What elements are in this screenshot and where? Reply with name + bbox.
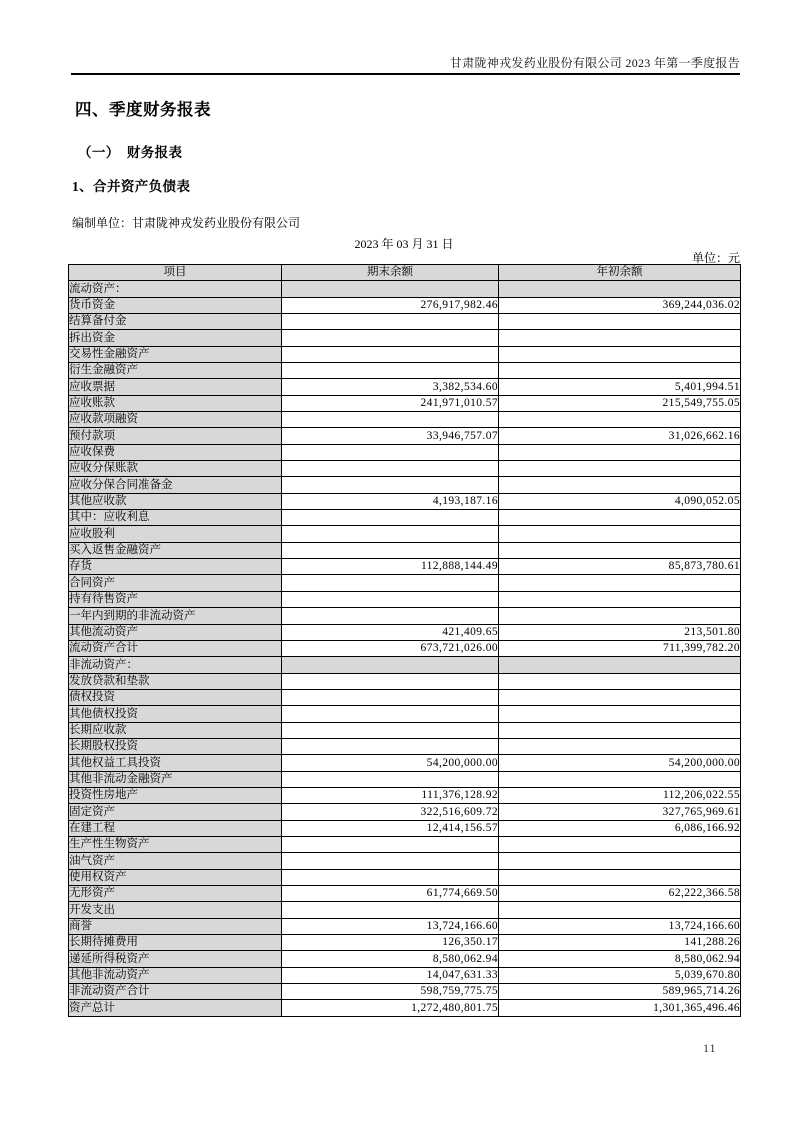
table-row xyxy=(69,510,741,526)
beginning-balance-value xyxy=(499,836,741,852)
beginning-balance-value xyxy=(499,542,741,558)
ending-balance-value xyxy=(282,657,499,673)
ending-balance-value xyxy=(282,526,499,542)
beginning-balance-value xyxy=(499,902,741,918)
table-row xyxy=(69,624,741,640)
beginning-balance-value: 31,026,662.16 xyxy=(499,428,741,444)
table-row xyxy=(69,526,741,542)
item-label: 非流动资产合计 xyxy=(69,984,282,1000)
item-label: 其他非流动金融资产 xyxy=(69,771,282,787)
ending-balance-value xyxy=(282,836,499,852)
ending-balance-value xyxy=(282,281,499,297)
table-row xyxy=(69,461,741,477)
beginning-balance-value xyxy=(499,869,741,885)
table-row xyxy=(69,559,741,575)
table-row xyxy=(69,869,741,885)
table-row xyxy=(69,313,741,329)
ending-balance-value xyxy=(282,706,499,722)
item-label: 拆出资金 xyxy=(69,330,282,346)
item-label: 结算备付金 xyxy=(69,313,282,329)
ending-balance-value: 276,917,982.46 xyxy=(282,297,499,313)
ending-balance-value xyxy=(282,608,499,624)
item-label: 在建工程 xyxy=(69,820,282,836)
beginning-balance-value xyxy=(499,330,741,346)
balance-sheet-body xyxy=(69,281,741,1017)
item-label: 开发支出 xyxy=(69,902,282,918)
beginning-balance-value: 589,965,714.26 xyxy=(499,984,741,1000)
item-label: 资产总计 xyxy=(69,1000,282,1017)
item-label: 使用权资产 xyxy=(69,869,282,885)
item-label: 交易性金融资产 xyxy=(69,346,282,362)
item-label: 其中：应收利息 xyxy=(69,510,282,526)
item-label: 其他债权投资 xyxy=(69,706,282,722)
item-label: 商誉 xyxy=(69,918,282,934)
table-row xyxy=(69,591,741,607)
item-label: 应收账款 xyxy=(69,395,282,411)
table-row xyxy=(69,493,741,509)
table-row xyxy=(69,689,741,705)
table-row xyxy=(69,771,741,787)
header-divider xyxy=(71,73,740,75)
beginning-balance-value: 4,090,052.05 xyxy=(499,493,741,509)
page-number: 11 xyxy=(703,1041,717,1055)
beginning-balance-value xyxy=(499,510,741,526)
ending-balance-value: 421,409.65 xyxy=(282,624,499,640)
ending-balance-value xyxy=(282,412,499,428)
beginning-balance-value xyxy=(499,412,741,428)
ending-balance-value xyxy=(282,575,499,591)
beginning-balance-value xyxy=(499,281,741,297)
section-title: 四、季度财务报表 xyxy=(75,100,211,119)
ending-balance-value xyxy=(282,902,499,918)
ending-balance-value: 241,971,010.57 xyxy=(282,395,499,411)
item-label: 流动资产合计 xyxy=(69,640,282,656)
item-label: 长期股权投资 xyxy=(69,738,282,754)
item-label: 应收票据 xyxy=(69,379,282,395)
item-label: 投资性房地产 xyxy=(69,787,282,803)
beginning-balance-value xyxy=(499,738,741,754)
table-row xyxy=(69,706,741,722)
beginning-balance-value: 1,301,365,496.46 xyxy=(499,1000,741,1017)
item-label: 其他应收款 xyxy=(69,493,282,509)
table-row xyxy=(69,363,741,379)
ending-balance-value xyxy=(282,869,499,885)
ending-balance-value: 8,580,062.94 xyxy=(282,951,499,967)
ending-balance-value xyxy=(282,330,499,346)
table-row xyxy=(69,755,741,771)
beginning-balance-value: 711,399,782.20 xyxy=(499,640,741,656)
ending-balance-value: 14,047,631.33 xyxy=(282,967,499,983)
beginning-balance-value xyxy=(499,461,741,477)
statement-title: 1、合并资产负债表 xyxy=(72,179,191,194)
beginning-balance-value xyxy=(499,526,741,542)
unit-label: 单位：元 xyxy=(691,251,740,265)
ending-balance-value: 598,759,775.75 xyxy=(282,984,499,1000)
item-label: 生产性生物资产 xyxy=(69,836,282,852)
beginning-balance-value xyxy=(499,313,741,329)
table-row xyxy=(69,575,741,591)
beginning-balance-value: 6,086,166.92 xyxy=(499,820,741,836)
ending-balance-value xyxy=(282,853,499,869)
beginning-balance-value xyxy=(499,657,741,673)
table-row xyxy=(69,657,741,673)
table-header-row xyxy=(69,265,741,281)
ending-balance-value xyxy=(282,738,499,754)
table-row xyxy=(69,853,741,869)
item-label: 油气资产 xyxy=(69,853,282,869)
ending-balance-value xyxy=(282,510,499,526)
table-row xyxy=(69,935,741,951)
item-label: 递延所得税资产 xyxy=(69,951,282,967)
table-row xyxy=(69,902,741,918)
table-header xyxy=(69,265,741,281)
table-row xyxy=(69,542,741,558)
table-row xyxy=(69,330,741,346)
beginning-balance-value xyxy=(499,608,741,624)
beginning-balance-value xyxy=(499,363,741,379)
beginning-balance-value: 327,765,969.61 xyxy=(499,804,741,820)
item-label: 固定资产 xyxy=(69,804,282,820)
item-label: 其他流动资产 xyxy=(69,624,282,640)
ending-balance-value: 13,724,166.60 xyxy=(282,918,499,934)
item-label: 预付款项 xyxy=(69,428,282,444)
table-row xyxy=(69,428,741,444)
ending-balance-value xyxy=(282,477,499,493)
beginning-balance-value xyxy=(499,591,741,607)
item-label: 一年内到期的非流动资产 xyxy=(69,608,282,624)
ending-balance-value: 4,193,187.16 xyxy=(282,493,499,509)
item-label: 衍生金融资产 xyxy=(69,363,282,379)
table-row xyxy=(69,984,741,1000)
beginning-balance-value xyxy=(499,575,741,591)
ending-balance-value xyxy=(282,346,499,362)
ending-balance-value: 111,376,128.92 xyxy=(282,787,499,803)
item-label: 应收款项融资 xyxy=(69,412,282,428)
item-label: 应收分保合同准备金 xyxy=(69,477,282,493)
table-row xyxy=(69,281,741,297)
beginning-balance-value xyxy=(499,346,741,362)
table-row xyxy=(69,608,741,624)
beginning-balance-value xyxy=(499,853,741,869)
beginning-balance-value xyxy=(499,477,741,493)
item-label: 应收股利 xyxy=(69,526,282,542)
beginning-balance-value: 54,200,000.00 xyxy=(499,755,741,771)
ending-balance-value: 112,888,144.49 xyxy=(282,559,499,575)
table-row xyxy=(69,886,741,902)
column-header-item: 项目 xyxy=(69,265,282,281)
column-header-ending-balance: 期末余额 xyxy=(282,265,499,281)
ending-balance-value: 61,774,669.50 xyxy=(282,886,499,902)
ending-balance-value: 322,516,609.72 xyxy=(282,804,499,820)
ending-balance-value: 126,350.17 xyxy=(282,935,499,951)
table-row xyxy=(69,951,741,967)
table-row xyxy=(69,967,741,983)
ending-balance-value xyxy=(282,689,499,705)
ending-balance-value xyxy=(282,461,499,477)
ending-balance-value xyxy=(282,363,499,379)
beginning-balance-value: 5,039,670.80 xyxy=(499,967,741,983)
table-row xyxy=(69,738,741,754)
table-row xyxy=(69,673,741,689)
table-row xyxy=(69,395,741,411)
ending-balance-value xyxy=(282,771,499,787)
ending-balance-value xyxy=(282,542,499,558)
item-label: 流动资产： xyxy=(69,281,282,297)
table-row xyxy=(69,836,741,852)
item-label: 存货 xyxy=(69,559,282,575)
page-header-title: 甘肃陇神戎发药业股份有限公司 2023 年第一季度报告 xyxy=(449,56,740,70)
table-row xyxy=(69,787,741,803)
beginning-balance-value: 8,580,062.94 xyxy=(499,951,741,967)
ending-balance-value xyxy=(282,444,499,460)
beginning-balance-value: 5,401,994.51 xyxy=(499,379,741,395)
beginning-balance-value: 85,873,780.61 xyxy=(499,559,741,575)
beginning-balance-value: 13,724,166.60 xyxy=(499,918,741,934)
beginning-balance-value xyxy=(499,722,741,738)
statement-date: 2023 年 03 月 31 日 xyxy=(354,237,454,251)
table-row xyxy=(69,820,741,836)
item-label: 长期待摊费用 xyxy=(69,935,282,951)
table-row xyxy=(69,297,741,313)
beginning-balance-value xyxy=(499,689,741,705)
item-label: 货币资金 xyxy=(69,297,282,313)
table-row xyxy=(69,640,741,656)
table-row xyxy=(69,379,741,395)
item-label: 债权投资 xyxy=(69,689,282,705)
beginning-balance-value xyxy=(499,771,741,787)
table-row xyxy=(69,412,741,428)
beginning-balance-value xyxy=(499,444,741,460)
table-row xyxy=(69,477,741,493)
ending-balance-value xyxy=(282,313,499,329)
item-label: 长期应收款 xyxy=(69,722,282,738)
table-row xyxy=(69,918,741,934)
table-row xyxy=(69,346,741,362)
beginning-balance-value: 213,501.80 xyxy=(499,624,741,640)
beginning-balance-value: 112,206,022.55 xyxy=(499,787,741,803)
beginning-balance-value: 369,244,036.02 xyxy=(499,297,741,313)
item-label: 持有待售资产 xyxy=(69,591,282,607)
ending-balance-value xyxy=(282,591,499,607)
item-label: 非流动资产： xyxy=(69,657,282,673)
beginning-balance-value xyxy=(499,706,741,722)
ending-balance-value xyxy=(282,673,499,689)
item-label: 买入返售金融资产 xyxy=(69,542,282,558)
beginning-balance-value: 215,549,755.05 xyxy=(499,395,741,411)
item-label: 其他非流动资产 xyxy=(69,967,282,983)
ending-balance-value: 12,414,156.57 xyxy=(282,820,499,836)
prepared-by-label: 编制单位：甘肃陇神戎发药业股份有限公司 xyxy=(72,216,301,230)
subsection-title: （一） 财务报表 xyxy=(78,145,183,160)
item-label: 发放贷款和垫款 xyxy=(69,673,282,689)
table-row xyxy=(69,804,741,820)
table-row xyxy=(69,722,741,738)
item-label: 无形资产 xyxy=(69,886,282,902)
item-label: 应收保费 xyxy=(69,444,282,460)
table-row xyxy=(69,1000,741,1017)
ending-balance-value: 54,200,000.00 xyxy=(282,755,499,771)
beginning-balance-value: 62,222,366.58 xyxy=(499,886,741,902)
item-label: 合同资产 xyxy=(69,575,282,591)
ending-balance-value: 3,382,534.60 xyxy=(282,379,499,395)
beginning-balance-value: 141,288.26 xyxy=(499,935,741,951)
beginning-balance-value xyxy=(499,673,741,689)
ending-balance-value: 1,272,480,801.75 xyxy=(282,1000,499,1017)
column-header-beginning-balance: 年初余额 xyxy=(499,265,741,281)
balance-sheet-table xyxy=(68,264,741,1017)
ending-balance-value: 673,721,026.00 xyxy=(282,640,499,656)
item-label: 应收分保账款 xyxy=(69,461,282,477)
table-row xyxy=(69,444,741,460)
item-label: 其他权益工具投资 xyxy=(69,755,282,771)
ending-balance-value: 33,946,757.07 xyxy=(282,428,499,444)
ending-balance-value xyxy=(282,722,499,738)
